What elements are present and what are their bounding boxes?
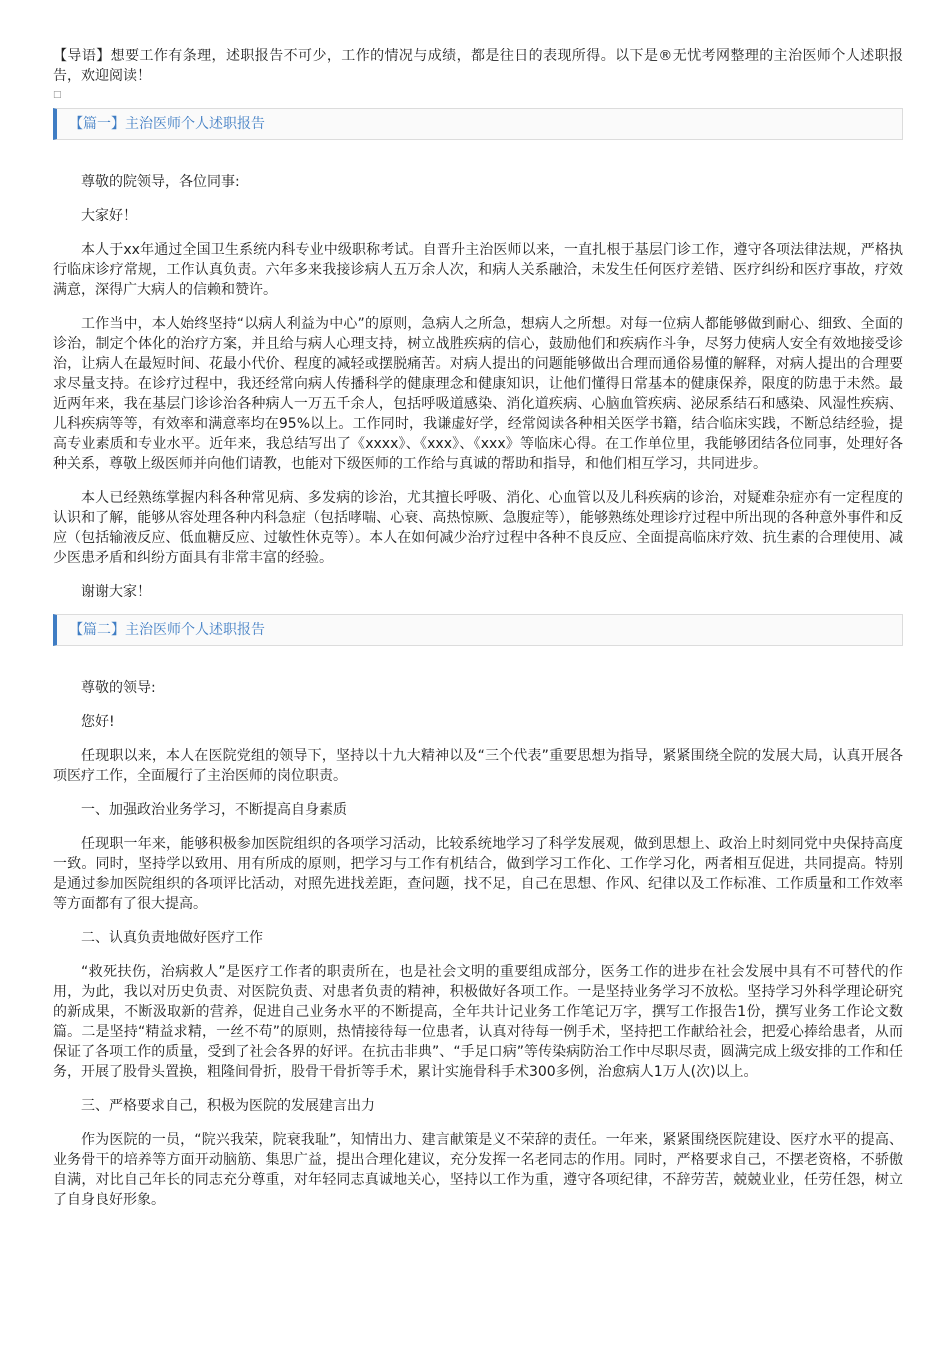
subheading: 二、认真负责地做好医疗工作 xyxy=(81,930,263,946)
body-paragraph: “救死扶伤，治病救人”是医疗工作者的职责所在，也是社会文明的重要组成部分，医务工作的进步在社会发展中具有不可替代的作用，为此，我以对历史负责、对医院负责、对患者负责的精神，积极做好各项工作。一是坚持业务学习不放松。坚持学习外科学理论研究的新成果，不断汲取新的营养，促进自己业务水平的不断提高，全年共计记业务工作笔记万字，撰写工作报告1份，撰写业务工作论文数篇。二是坚持“精益求精，一丝不苟”的原则，热情接待每一位患者，认真对待每一例手术，坚持把工作献给社会，把爱心捧给患者，从而保证了各项工作的质量，受到了社会各界的好评。在抗击非典”、“手足口病”等传染病防治工作中尽职尽责，圆满完成上级安排的工作和任务，开展了股骨头置换，粗隆间骨折，股骨干骨折等手术，累计实施骨科手术300多例，治愈病人1万人(次)以上。 xyxy=(53,964,903,1080)
greeting: 您好! xyxy=(81,714,115,730)
subheading: 一、加强政治业务学习，不断提高自身素质 xyxy=(81,802,347,818)
document-page xyxy=(53,46,903,1210)
intro-mark: □ xyxy=(53,90,62,100)
greeting: 大家好！ xyxy=(81,208,137,224)
body-paragraph: 任现职一年来，能够积极参加医院组织的各项学习活动，比较系统地学习了科学发展观，做到思想上、政治上时刻同党中央保持高度一致。同时，坚持学以致用、用有所成的原则，把学习与工作有机结合，做到学习工作化、工作学习化，两者相互促进，共同提高。特别是通过参加医院组织的各项评比活动，对照先进找差距，查问题，找不足，自己在思想、作风、纪律以及工作标准、工作质量和工作效率等方面都有了很大提高。 xyxy=(53,836,903,912)
subheading: 三、严格要求自己，积极为医院的发展建言出力 xyxy=(81,1098,375,1114)
body-paragraph: 本人已经熟练掌握内科各种常见病、多发病的诊治，尤其擅长呼吸、消化、心血管以及儿科疾病的诊治，对疑难杂症亦有一定程度的认识和了解，能够从容处理各种内科急症（包括哮喘、心衰、高热惊厥、急腹症等），能够熟练处理诊疗过程中所出现的各种意外事件和反应（包括输液反应、低血糖反应、过敏性休克等）。本人在如何减少治疗过程中各种不良反应、全面提高临床疗效、抗生素的合理使用、减少医患矛盾和纠纷方面具有非常丰富的经验。 xyxy=(53,490,903,566)
closing-thanks: 谢谢大家！ xyxy=(81,584,151,600)
section-title: 【篇二】主治医师个人述职报告 xyxy=(53,614,903,646)
section-title: 【篇一】主治医师个人述职报告 xyxy=(53,108,903,140)
salutation: 尊敬的领导: xyxy=(81,680,156,696)
body-paragraph: 工作当中，本人始终坚持“以病人利益为中心”的原则，急病人之所急，想病人之所想。对每一位病人都能够做到耐心、细致、全面的诊治，制定个体化的治疗方案，并且给与病人心理支持，树立战胜疾病的信心，鼓励他们和疾病作斗争，尽努力使病人安全有效地接受诊治，让病人在最短时间、花最小代价、程度的减轻或摆脱痛苦。对病人提出的问题能够做出合理而通俗易懂的解释，对病人提出的合理要求尽量支持。在诊疗过程中，我还经常向病人传播科学的健康理念和健康知识，让他们懂得日常基本的健康保养，限度的防患于未然。最近两年来，我在基层门诊诊治各种病人一万五千余人，包括呼吸道感染、消化道疾病、心脑血管疾病、泌尿系结石和感染、风湿性疾病、儿科疾病等等，有效率和满意率均在95%以上。工作同时，我谦虚好学，经常阅读各种相关医学书籍，结合临床实践，不断总结经验，提高专业素质和专业水平。近年来，我总结写出了《xxxx》、《xxx》、《xxx》等临床心得。在工作单位里，我能够团结各位同事，处理好各种关系，尊敬上级医师并向他们请教，也能对下级医师的工作给与真诚的帮助和指导，和他们相互学习，共同进步。 xyxy=(53,316,903,472)
salutation: 尊敬的院领导，各位同事: xyxy=(81,174,240,190)
body-paragraph: 本人于xx年通过全国卫生系统内科专业中级职称考试。自晋升主治医师以来，一直扎根于基层门诊工作，遵守各项法律法规，严格执行临床诊疗常规，工作认真负责。六年多来我接诊病人五万余人次，和病人关系融洽，未发生任何医疗差错、医疗纠纷和医疗事故，疗效满意，深得广大病人的信赖和赞许。 xyxy=(53,242,903,298)
intro-text: 【导语】想要工作有条理，述职报告不可少，工作的情况与成绩，都是往日的表现所得。以下是®无忧考网整理的主治医师个人述职报告，欢迎阅读！ xyxy=(53,48,903,84)
body-paragraph: 任现职以来，本人在医院党组的领导下，坚持以十九大精神以及“三个代表”重要思想为指导，紧紧围绕全院的发展大局，认真开展各项医疗工作，全面履行了主治医师的岗位职责。 xyxy=(53,748,903,784)
body-paragraph: 作为医院的一员，“院兴我荣，院衰我耻”，知情出力、建言献策是义不荣辞的责任。一年来，紧紧围绕医院建设、医疗水平的提高、业务骨干的培养等方面开动脑筋、集思广益，提出合理化建议，充分发挥一名老同志的作用。同时，严格要求自己，不摆老资格，不骄傲自满，对比自己年长的同志充分尊重，对年轻同志真诚地关心，坚持以工作为重，遵守各项纪律，不辞劳苦，兢兢业业，任劳任怨，树立了自身良好形象。 xyxy=(53,1132,903,1208)
